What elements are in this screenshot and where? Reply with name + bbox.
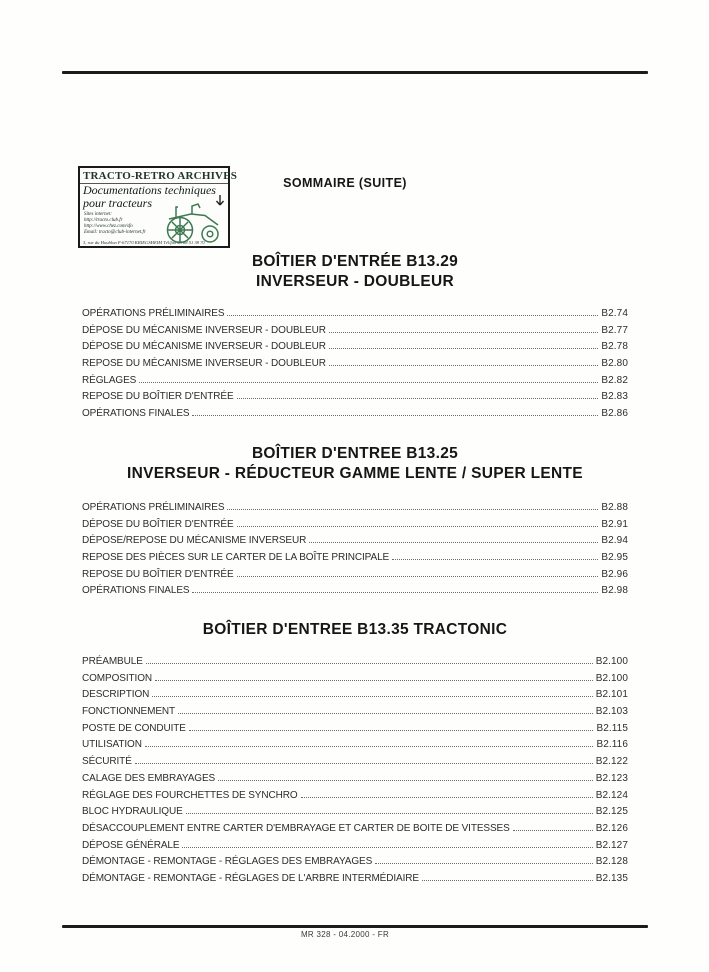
toc-entry-label: DÉPOSE/REPOSE DU MÉCANISME INVERSEUR [82,535,307,547]
toc-entry-label: COMPOSITION [82,672,153,684]
toc-entry-page: B2.100 [595,672,628,684]
dotted-leader [182,847,592,848]
toc-entry-label: RÉGLAGE DES FOURCHETTES DE SYNCHRO [82,789,298,801]
toc-entry-page: B2.116 [596,739,628,751]
dotted-leader [155,680,593,681]
publisher-name: TRACTO-RETRO ARCHIVES [80,168,228,184]
toc-entry-label: PRÉAMBULE [82,656,143,667]
toc-entry-page: B2.115 [596,722,628,734]
toc-entry-label: REPOSE DES PIÈCES SUR LE CARTER DE LA BOÎTE PRINCIPALE [82,552,390,564]
toc-row [82,341,628,358]
dotted-leader [145,746,594,747]
toc-row [82,552,628,569]
section-3-heading [10,620,700,640]
toc-row [82,706,628,723]
dotted-leader [309,542,598,543]
toc-entry-page: B2.101 [595,689,628,701]
dotted-leader [189,730,594,731]
toc-entry-label: CALAGE DES EMBRAYAGES [82,772,216,784]
toc-row [82,790,628,807]
tractor-icon [163,194,227,246]
section-3-toc [82,656,628,890]
section-1-title-line1: BOÎTIER D'ENTRÉE B13.29 [251,253,459,270]
publisher-tagline-line1: Documentations techniques [83,183,216,197]
publisher-contact-block [84,212,146,236]
dotted-leader [237,398,599,399]
dotted-leader [186,813,593,814]
toc-entry-page: B2.135 [595,872,628,884]
toc-entry-label: DÉSACCOUPLEMENT ENTRE CARTER D'EMBRAYAGE ET CARTER DE BOITE DE VITESSES [82,822,510,834]
toc-row [82,773,628,790]
toc-entry-page: B2.123 [595,772,628,784]
toc-entry-page: B2.74 [601,308,628,319]
toc-row [82,502,628,519]
toc-entry-label: DÉPOSE DU MÉCANISME INVERSEUR - DOUBLEUR [82,341,326,353]
toc-entry-label: OPÉRATIONS PRÉLIMINAIRES [82,308,225,319]
publisher-tagline-line2: pour tracteurs [83,196,152,210]
toc-entry-page: B2.126 [595,822,628,834]
toc-row [82,689,628,706]
dotted-leader [422,880,593,881]
section-2-title-line1: BOÎTIER D'ENTREE B13.25 [251,445,459,462]
toc-row [82,585,628,602]
toc-row [82,723,628,740]
document-reference: MR 328 - 04.2000 - FR [300,930,390,939]
site-url-2: http://www.chez.com/sfo [84,224,133,229]
toc-entry-page: B2.82 [601,374,628,386]
dotted-leader [192,415,598,416]
top-rule [62,71,648,74]
toc-entry-label: DÉPOSE DU MÉCANISME INVERSEUR - DOUBLEUR [82,324,326,336]
toc-row [82,308,628,325]
dotted-leader [237,526,599,527]
section-3-title-line1: BOÎTIER D'ENTREE B13.35 TRACTONIC [202,621,508,638]
email-line: Email: tracto@club-internet.fr [84,230,146,235]
toc-entry-page: B2.94 [601,535,628,547]
toc-entry-label: OPÉRATIONS PRÉLIMINAIRES [82,502,225,513]
dotted-leader [192,592,598,593]
toc-entry-label: DESCRIPTION [82,689,150,701]
toc-entry-page: B2.122 [595,756,628,768]
toc-entry-label: BLOC HYDRAULIQUE [82,806,183,818]
dotted-leader [135,763,593,764]
toc-entry-page: B2.80 [601,358,628,370]
toc-row [82,569,628,586]
toc-entry-label: SÉCURITÉ [82,756,132,768]
dotted-leader [139,382,598,383]
toc-entry-page: B2.98 [601,585,628,597]
dotted-leader [392,559,598,560]
toc-entry-page: B2.77 [601,324,628,336]
toc-row [82,391,628,408]
toc-entry-label: POSTE DE CONDUITE [82,722,186,734]
toc-entry-page: B2.78 [601,341,628,353]
section-1-heading [10,252,700,292]
toc-entry-label: DÉPOSE DU BOÎTIER D'ENTRÉE [82,518,234,530]
section-2-heading [10,444,700,484]
toc-entry-label: DÉMONTAGE - REMONTAGE - RÉGLAGES DES EMBRAYAGES [82,856,373,868]
toc-row [82,535,628,552]
site-url-1: http://tracto.club.fr [84,218,123,223]
dotted-leader [218,780,593,781]
toc-row [82,656,628,673]
page-title: SOMMAIRE (SUITE) [283,176,407,190]
toc-row [82,856,628,873]
toc-entry-page: B2.100 [595,656,628,667]
toc-entry-label: RÉGLAGES [82,374,137,386]
dotted-leader [178,713,593,714]
toc-entry-page: B2.103 [595,706,628,718]
dotted-leader [237,576,599,577]
toc-entry-label: REPOSE DU MÉCANISME INVERSEUR - DOUBLEUR [82,358,326,370]
toc-entry-page: B2.88 [601,502,628,513]
section-1-toc [82,308,628,425]
dotted-leader [513,830,593,831]
toc-row [82,519,628,536]
toc-row [82,873,628,890]
toc-entry-page: B2.95 [601,552,628,564]
toc-entry-page: B2.125 [595,806,628,818]
dotted-leader [146,663,593,664]
section-1-title-line2: INVERSEUR - DOUBLEUR [255,273,455,290]
toc-row [82,408,628,425]
toc-entry-label: OPÉRATIONS FINALES [82,408,190,420]
toc-entry-page: B2.86 [601,408,628,420]
toc-entry-page: B2.96 [601,568,628,580]
toc-row [82,673,628,690]
toc-entry-label: REPOSE DU BOÎTIER D'ENTRÉE [82,568,234,580]
dotted-leader [301,797,593,798]
dotted-leader [152,696,592,697]
toc-entry-label: OPÉRATIONS FINALES [82,585,190,597]
toc-entry-label: DÉMONTAGE - REMONTAGE - RÉGLAGES DE L'ARBRE INTERMÉDIAIRE [82,872,419,884]
toc-entry-label: UTILISATION [82,739,142,751]
section-2-toc [82,502,628,602]
dotted-leader [375,863,593,864]
dotted-leader [227,509,598,510]
toc-row [82,840,628,857]
dotted-leader [329,332,599,333]
toc-row [82,375,628,392]
toc-row [82,806,628,823]
bottom-rule [62,925,648,928]
toc-row [82,325,628,342]
toc-entry-label: DÉPOSE GÉNÉRALE [82,839,180,851]
publisher-address: 3, rue du Houblon F-67170 KRIEGSHEIM Tél/fax 03 88 51 38 70 [83,240,205,245]
toc-entry-page: B2.91 [601,518,628,530]
toc-entry-label: FONCTIONNEMENT [82,706,176,718]
toc-entry-page: B2.128 [595,856,628,868]
toc-entry-page: B2.83 [601,391,628,403]
toc-row [82,823,628,840]
dotted-leader [227,315,598,316]
toc-entry-page: B2.124 [595,789,628,801]
toc-entry-page: B2.127 [595,839,628,851]
sites-label: Sites internet: [84,212,112,217]
dotted-leader [329,365,599,366]
toc-row [82,358,628,375]
toc-entry-label: REPOSE DU BOÎTIER D'ENTRÉE [82,391,234,403]
section-2-title-line2: INVERSEUR - RÉDUCTEUR GAMME LENTE / SUPER LENTE [127,465,583,482]
toc-row [82,739,628,756]
toc-row [82,756,628,773]
dotted-leader [329,348,599,349]
